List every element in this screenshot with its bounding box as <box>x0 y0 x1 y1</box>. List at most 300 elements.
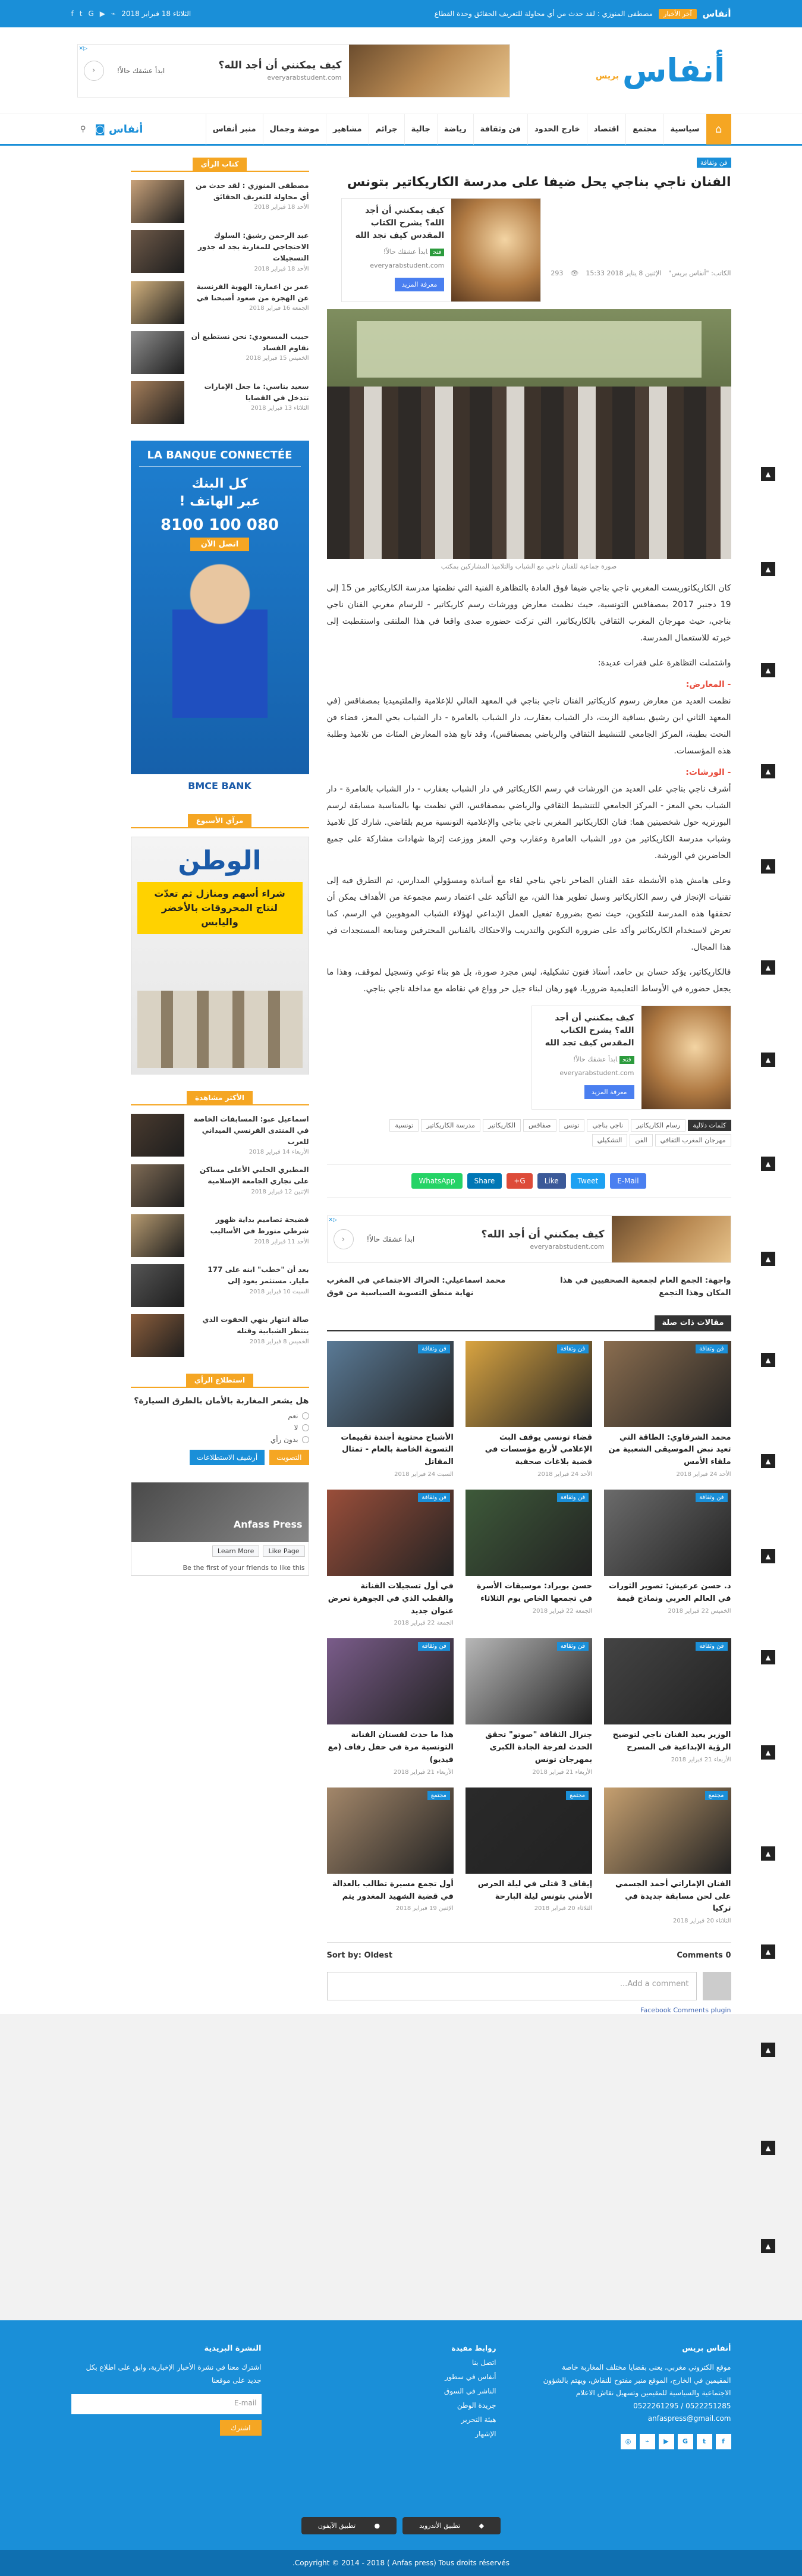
opinions-widget <box>131 158 309 424</box>
related-card[interactable] <box>466 1788 592 1924</box>
tag[interactable]: صفاقس <box>523 1119 556 1132</box>
related-badge[interactable]: مجتمع <box>566 1791 589 1800</box>
related-date: الجمعة 22 فبراير 2018 <box>532 1607 593 1614</box>
sidebar-item-photo[interactable] <box>131 180 184 223</box>
related-thumb[interactable] <box>604 1341 731 1427</box>
nav-logo[interactable] <box>95 123 143 136</box>
footer-link[interactable]: الناشر في السوق <box>444 2387 496 2395</box>
scroll-tile-icon[interactable]: ▲ <box>761 2239 775 2253</box>
urgent-badge: آخر الأخبار <box>659 9 697 19</box>
inline-ad-warn: ابدأ عشقك حالاً! <box>573 1055 618 1063</box>
fb-like-button[interactable]: Like Page <box>263 1545 304 1557</box>
related-title[interactable]: قضاء تونسي يوقف البث الإعلامي لأربع مؤسسات في قضية بلاغات صحفية <box>485 1432 593 1467</box>
inline-ad-warn: ابدأ عشقك حالاً! <box>383 248 428 256</box>
sidebar-list-item[interactable] <box>131 1164 309 1207</box>
related-badge[interactable]: فن وثقافة <box>418 1344 449 1353</box>
bank-brand: BMCE BANK <box>131 774 309 797</box>
sidebar-item-photo[interactable] <box>131 331 184 374</box>
sidebar-item-text[interactable] <box>190 1314 309 1346</box>
footer-link[interactable]: جريدة الوطن <box>457 2401 496 2409</box>
scroll-tile-icon[interactable]: ▲ <box>761 1745 775 1760</box>
ios-app-button[interactable] <box>301 2517 397 2534</box>
rss-icon[interactable]: ⌁ <box>640 2434 655 2449</box>
share-facebook-like-button[interactable]: Like <box>537 1173 566 1189</box>
inline-ad-url: everyarabstudent.com <box>559 1069 634 1077</box>
sidebar-item-text[interactable] <box>190 381 309 413</box>
related-badge[interactable]: فن وثقافة <box>696 1493 727 1502</box>
inline-ad-title: كيف يمكنني أن أجد الله؟ يشرح الكتاب المقدس كيف تجد الله <box>545 1013 634 1048</box>
paragraph: واشتملت التظاهرة على فقرات عديدة: <box>597 658 731 668</box>
facebook-icon[interactable]: f <box>716 2434 731 2449</box>
android-icon: ◆ <box>468 2517 492 2534</box>
sidebar-item-text[interactable] <box>190 1264 309 1296</box>
sidebar-item-text[interactable] <box>190 1214 309 1246</box>
newsletter-subscribe-button[interactable]: اشترك <box>220 2420 262 2436</box>
share-whatsapp-button[interactable]: WhatsApp <box>411 1173 462 1189</box>
related-card[interactable] <box>604 1490 731 1626</box>
widget-title: مرآي الأسبوع <box>188 814 252 827</box>
bank-head: LA BANQUE CONNECTÉE <box>139 449 301 467</box>
related-thumb[interactable] <box>466 1638 592 1724</box>
related-thumb[interactable] <box>327 1341 454 1427</box>
related-date: الأحد 24 فبراير 2018 <box>676 1471 731 1478</box>
hero-banner <box>357 321 702 378</box>
hero-caption: صورة جماعية للفنان ناجي مع الشباب والتلاميذ المشاركين بمكتب <box>441 563 617 570</box>
bank-call-button[interactable]: اتصل الآن <box>190 538 250 551</box>
ad-choices-icon[interactable]: ▷✕ <box>78 45 87 52</box>
bank-ad[interactable] <box>131 441 309 797</box>
facebook-icon[interactable]: f <box>71 10 74 18</box>
related-title[interactable]: د. حسن عرعيش: تصوير الثورات في العالم العربي ونماذج قيمة <box>609 1581 731 1603</box>
main-wrap <box>0 146 802 2014</box>
related-thumb[interactable] <box>466 1490 592 1576</box>
scroll-tile-icon[interactable]: ▲ <box>761 1454 775 1468</box>
ad-title: كيف يمكنني أن أجد الله؟ <box>481 1228 605 1240</box>
sidebar-item-photo[interactable] <box>131 1214 184 1257</box>
footer-social-icons <box>541 2434 731 2449</box>
search-icon[interactable]: ⚲ <box>80 125 86 134</box>
sidebar-item-photo[interactable] <box>131 1264 184 1307</box>
tag[interactable]: التشكيلي <box>592 1134 628 1146</box>
related-date: الإثنين 19 فبراير 2018 <box>395 1905 454 1912</box>
instagram-icon[interactable]: ◎ <box>621 2434 636 2449</box>
home-icon[interactable]: ⌂ <box>706 114 731 144</box>
sidebar-item-title[interactable]: اسماعيل عبو: المسابقات الخاصة في المنتدى الفرنسي الميداني للعرب <box>193 1114 309 1146</box>
nav-item-opinion[interactable]: منبر أنفاس <box>206 114 263 144</box>
post-views: 293 <box>551 269 564 277</box>
scroll-tile-icon[interactable]: ▲ <box>761 2141 775 2155</box>
poll-option[interactable] <box>131 1412 309 1420</box>
related-date: الأحد 24 فبراير 2018 <box>537 1471 593 1478</box>
related-date: الخميس 22 فبراير 2018 <box>668 1607 731 1614</box>
news-ticker[interactable]: مصطفى المنوزي : لقد حدث من أي محاولة للتعريف الحقائق وحدة القطاع <box>434 10 653 18</box>
article-ad[interactable] <box>327 1215 731 1263</box>
twitter-icon[interactable]: t <box>697 2434 712 2449</box>
ad-title: كيف يمكنني أن أجد الله؟ <box>218 59 342 71</box>
subheading: - الورشات: <box>685 768 731 777</box>
tags-label: كلمات دلالية <box>688 1120 731 1131</box>
related-title[interactable]: جنرال الثقافة "صوتو" تحقق الحدث لفرجة الجادة الكبرى بمهرجان تونس <box>485 1730 593 1764</box>
footer-news-text: اشترك معنا في نشرة الأخبار الإخبارية، وابق على اطلاع بكل جديد على موقعنا <box>86 2363 262 2385</box>
widget-title: كتاب الرأي <box>193 158 247 171</box>
widget-title: استطلاع الرأي <box>186 1374 253 1387</box>
related-card[interactable] <box>327 1788 454 1924</box>
related-title[interactable]: الوزير يعيد الفنان ناجي لتوضيح الرؤية الإبداعية في المسرح <box>612 1730 731 1752</box>
related-date: الجمعة 22 فبراير 2018 <box>394 1620 454 1627</box>
inline-ad-button[interactable]: معرفة المزيد <box>584 1085 634 1099</box>
related-title[interactable]: حسن بوبراد: موسيقات الأسرة في تجمعها الخاص يوم الثلاثاء <box>476 1581 593 1603</box>
post-title: الفنان ناجي بناجي يحل ضيفا على مدرسة الكاريكاتير بتونس <box>347 175 731 190</box>
related-thumb[interactable] <box>604 1638 731 1724</box>
scroll-tile-icon[interactable]: ▲ <box>761 960 775 975</box>
scroll-tile-icon[interactable]: ▲ <box>761 1353 775 1367</box>
site-footer <box>0 2320 802 2576</box>
nav-item-politics[interactable]: سياسية <box>663 114 706 144</box>
bank-line2: عبر الهاتف ! <box>179 494 260 510</box>
related-badge[interactable]: فن وثقافة <box>557 1493 589 1502</box>
poll-archive-button[interactable]: أرشيف الاستطلاعات <box>190 1450 265 1465</box>
sidebar-item-title[interactable]: حبيب المسعودي: نحن نستطيع أن نقاوم الفساد <box>191 332 309 352</box>
nav-item-sport[interactable]: رياضة <box>437 114 473 144</box>
sidebar-list-item[interactable] <box>131 1214 309 1257</box>
article-body <box>327 580 731 997</box>
inline-ad-url: everyarabstudent.com <box>370 262 445 269</box>
ad-url: everyarabstudent.com <box>530 1242 605 1251</box>
next-post-link[interactable]: واجهة: الجمع العام لجمعية الصحفيين في هذا المكان وهذا التجمع <box>560 1276 731 1298</box>
scroll-tile-icon[interactable]: ▲ <box>761 1650 775 1664</box>
youtube-icon[interactable]: ▶ <box>659 2434 674 2449</box>
paragraph: أشرف ناجي بناجي على العديد من الورشات في رسم الكاريكاتير في دار الشباب بعقارب - دار الشباب بالعامرة - دار الشباب بحي المعز - المركز الجامعي للتنشيط الثقافي والرياضي بمصفاقس، التي نظمت بها بالمناسبة مسابقة لرسم البورتريه حول شخصيتين هما: فنان الكاريكاتير المغربي ناجي بناجي والإعلامية التونسية مريم بلقاضي. شارك كل تلاميذ وشباب مدرسة الكاريكاتير من دور الشباب العامرة وعقارب وحي المعز ووزعت إثرها شهادات مشاركة على جميع الحاضرين في الورشة. <box>326 784 731 860</box>
sidebar-item-text[interactable] <box>190 331 309 363</box>
copyright: Copyright © 2014 - 2018 ( Anfas press) Tous droits réservés. <box>0 2550 802 2576</box>
android-app-label: تطبيق الأندرويد <box>411 2517 468 2534</box>
sidebar-item-title[interactable]: بعد أن "خطب" ابنه على 177 مليار. مستثمر يعود إلى <box>207 1265 309 1286</box>
nav-item-society[interactable]: مجتمع <box>625 114 663 144</box>
watan-widget <box>131 814 309 1075</box>
prev-post-link[interactable]: محمد اسماعيلي: الحراك الاجتماعي في المغرب نهاية منطق التسوية السياسية من فوق <box>326 1276 506 1298</box>
bank-line1: كل البنك <box>191 476 248 491</box>
share-bar <box>327 1164 731 1198</box>
watan-logo: الوطن <box>178 845 262 876</box>
related-card[interactable] <box>466 1638 592 1775</box>
poll-option-label: لا <box>294 1424 298 1432</box>
header-ad[interactable] <box>77 44 510 98</box>
camera-icon: ◙ <box>95 123 105 136</box>
related-title[interactable]: محمد الشرقاوي: الطاقة التي تعيد نبض الموسيقى الشعبية من ملقاء الأمس <box>608 1432 731 1467</box>
footer-about-text: موقع الكتروني مغربي، يعنى بقضايا مختلف المغاربة خاصة المقيمين في الخارج، الموقع منبر مفتوح للنقاش، ويهتم بالشؤون الاجتماعية والسياسية للمقيمين وتسهيل نقاش الاعلام <box>543 2363 731 2398</box>
related-date: الأربعاء 21 فبراير 2018 <box>671 1756 731 1763</box>
scroll-tile-icon[interactable]: ▲ <box>761 2043 775 2057</box>
current-date: الثلاثاء 18 فبراير 2018 <box>121 10 191 18</box>
related-date: الأربعاء 21 فبراير 2018 <box>532 1768 593 1776</box>
fb-page-name[interactable]: Anfass Press <box>233 1519 303 1531</box>
scroll-tile-icon[interactable]: ▲ <box>761 859 775 874</box>
comment-input[interactable]: Add a comment... <box>327 1972 697 2000</box>
related-card[interactable] <box>327 1638 454 1775</box>
poll-option[interactable] <box>131 1435 309 1444</box>
sidebar-item-date: السبت 10 فبراير 2018 <box>249 1288 309 1295</box>
sidebar-item-date: الخميس 8 فبراير 2018 <box>249 1338 309 1345</box>
youtube-icon[interactable]: ▶ <box>99 10 105 18</box>
tag[interactable]: مهرجان المغرب الثقافي <box>655 1134 731 1146</box>
sidebar-item-text[interactable] <box>190 1114 309 1158</box>
sidebar-item-text[interactable] <box>190 230 309 274</box>
related-thumb[interactable] <box>604 1788 731 1874</box>
sidebar-item-date: الأحد 11 فبراير 2018 <box>254 1238 309 1245</box>
sidebar-item-text[interactable] <box>190 180 309 212</box>
comments-section <box>327 1942 731 2014</box>
related-card[interactable] <box>327 1490 454 1626</box>
sidebar-item-photo[interactable] <box>131 281 184 324</box>
tag[interactable]: الكاريكاتير <box>483 1119 521 1132</box>
post-meta <box>551 269 731 277</box>
ad-arrow-icon[interactable]: ‹ <box>334 1229 354 1249</box>
top-social-icons <box>71 10 116 18</box>
bank-number: 080 100 8100 <box>160 516 279 535</box>
rss-icon[interactable]: ⌁ <box>111 10 116 18</box>
related-card[interactable] <box>327 1341 454 1478</box>
footer-email[interactable]: anfaspress@gmail.com <box>647 2414 731 2423</box>
share-email-button[interactable]: E-Mail <box>610 1173 646 1189</box>
sidebar-item-title[interactable]: سعيد بناسي: ما جعل الإمارات تتدخل في القضايا <box>204 382 309 402</box>
ad-arrow-icon[interactable]: ‹ <box>84 61 104 81</box>
android-app-button[interactable] <box>402 2517 501 2534</box>
nav-item-culture[interactable]: فن وثقافة <box>473 114 527 144</box>
radio-icon[interactable] <box>302 1412 309 1419</box>
sidebar-list-item[interactable] <box>131 1314 309 1357</box>
related-thumb[interactable] <box>604 1490 731 1576</box>
app-links <box>0 2517 802 2534</box>
sidebar-item-title[interactable]: عمر بن اعمارة: الهوية الفرنسية عن الهجرة من صعود أصبحنا في <box>196 282 309 302</box>
facebook-widget <box>131 1482 309 1576</box>
sidebar-item-date: الأربعاء 14 فبراير 2018 <box>249 1149 309 1156</box>
footer-link[interactable]: أنفاس في سطور <box>445 2373 496 2381</box>
subheading: - المعارض: <box>685 680 731 689</box>
related-badge[interactable]: مجتمع <box>427 1791 450 1800</box>
bank-model-image <box>172 563 268 718</box>
site-logo[interactable] <box>596 51 725 89</box>
sidebar-item-date: الأحد 18 فبراير 2018 <box>254 265 309 272</box>
inline-ad-button[interactable]: معرفة المزيد <box>395 278 445 291</box>
related-thumb[interactable] <box>327 1788 454 1874</box>
related-badge[interactable]: فن وثقافة <box>557 1344 589 1353</box>
post-date: الإثنين 8 يناير 2018 15:33 <box>586 269 662 277</box>
sidebar-item-text[interactable] <box>190 281 309 313</box>
related-badge[interactable]: فن وثقافة <box>418 1493 449 1502</box>
scroll-tile-icon[interactable]: ▲ <box>761 1252 775 1266</box>
inline-ad-top[interactable] <box>341 198 541 302</box>
inline-ad-open[interactable]: فتح <box>430 249 444 256</box>
share-linkedin-button[interactable]: Share <box>467 1173 502 1189</box>
sidebar-item-date: الخميس 15 فبراير 2018 <box>246 354 309 362</box>
sidebar-item-photo[interactable] <box>131 381 184 424</box>
scroll-tile-icon[interactable]: ▲ <box>761 562 775 576</box>
post-author[interactable]: الكاتب: "أنفاس بريس" <box>668 269 731 277</box>
nav-item-abroad[interactable]: خارج الحدود <box>527 114 587 144</box>
related-card[interactable] <box>604 1638 731 1775</box>
poll-widget <box>131 1374 309 1465</box>
eye-icon: 👁 <box>570 269 579 277</box>
scroll-tile-icon[interactable]: ▲ <box>761 663 775 677</box>
footer-newsletter <box>71 2344 262 2449</box>
sidebar-item-date: الثلاثاء 13 فبراير 2018 <box>251 404 309 411</box>
related-grid <box>327 1341 731 1925</box>
inline-ad-bottom[interactable] <box>531 1006 731 1110</box>
sidebar-list-item[interactable] <box>131 1114 309 1158</box>
related-card[interactable] <box>604 1788 731 1924</box>
related-date: الثلاثاء 20 فبراير 2018 <box>534 1905 593 1912</box>
hero-image <box>327 309 731 559</box>
sidebar-item-title[interactable]: صالة انتهار ينهي الخفوت الذي ينتظر الشبابية وقتله <box>202 1315 309 1336</box>
most-read-widget <box>131 1091 309 1358</box>
footer-phone: 0522251285 <box>685 2401 731 2410</box>
related-date: السبت 24 فبراير 2018 <box>394 1471 454 1478</box>
nav-logo-text: أنفاس <box>108 123 143 136</box>
google-plus-icon[interactable]: G <box>678 2434 693 2449</box>
sidebar-item-photo[interactable] <box>131 1314 184 1357</box>
related-title[interactable]: إيقاف 3 قتلى في ليلة الحرس الأمني بتونس ليلة البارحة <box>477 1879 593 1901</box>
poll-option-label: نعم <box>288 1412 298 1421</box>
main-nav <box>0 114 802 146</box>
nav-item-crimes[interactable]: جرائم <box>369 114 404 144</box>
footer-link[interactable]: اتصل بنا <box>471 2358 496 2367</box>
sidebar-list-item[interactable] <box>131 331 309 374</box>
vote-button[interactable]: التصويت <box>269 1450 309 1465</box>
nav-item-diaspora[interactable]: جالية <box>404 114 437 144</box>
related-card[interactable] <box>466 1490 592 1626</box>
related-title[interactable]: في أول تسجيلات الفنانة والقطب الذي في الجوهرة تعرض عنوان جديد <box>328 1581 454 1616</box>
scroll-tile-icon[interactable]: ▲ <box>761 764 775 778</box>
fb-learn-more-button[interactable]: Learn More <box>212 1545 260 1557</box>
tag[interactable]: الفن <box>630 1134 652 1146</box>
scroll-tile-icon[interactable]: ▲ <box>761 1944 775 1959</box>
related-title[interactable]: أول تجمع مسيرة تطالب بالعدالة في قضية الشهيد المغدور يتم <box>332 1879 454 1901</box>
related-date: الأربعاء 21 فبراير 2018 <box>394 1768 454 1776</box>
related-thumb[interactable] <box>466 1788 592 1874</box>
scroll-tile-icon[interactable]: ▲ <box>761 1157 775 1171</box>
sidebar-item-date: الإثنين 12 فبراير 2018 <box>251 1188 309 1195</box>
footer-phone: 0522261295 <box>633 2401 679 2410</box>
comments-plugin-link[interactable]: Facebook Comments plugin <box>640 2006 731 2015</box>
related-badge[interactable]: فن وثقافة <box>696 1642 727 1651</box>
footer-link[interactable]: الإشهار <box>475 2430 496 2438</box>
related-title[interactable]: الأشباح محتوية أجندة تقييمات التسوية الخاصة بالعام - تمثال المقاتل <box>341 1432 454 1467</box>
radio-icon[interactable] <box>302 1436 309 1443</box>
nav-item-fashion[interactable]: موضة وجمال <box>263 114 326 144</box>
fb-cover <box>131 1482 309 1542</box>
tag[interactable]: رسام الكاريكاتير <box>631 1119 685 1132</box>
widget-title: الأكثر مشاهدة <box>187 1091 253 1104</box>
sidebar-item-photo[interactable] <box>131 1114 184 1157</box>
comments-count: 0 Comments <box>677 1951 731 1961</box>
tag[interactable]: تونس <box>559 1119 585 1132</box>
sidebar-list-item[interactable] <box>131 381 309 424</box>
watan-headline: لنتاج المحروقات بالأخضر واليابس <box>161 901 278 928</box>
ad-warning: ابدأ عشقك حالاً! <box>117 66 165 75</box>
scroll-tile-icon[interactable]: ▲ <box>761 1053 775 1067</box>
related-thumb[interactable] <box>466 1341 592 1427</box>
sidebar-list-item[interactable] <box>131 281 309 324</box>
related-badge[interactable]: مجتمع <box>705 1791 728 1800</box>
related-thumb[interactable] <box>327 1490 454 1576</box>
top-bar <box>0 0 802 27</box>
related-title-text: مقالات ذات صلة <box>655 1315 731 1330</box>
scroll-tile-icon[interactable]: ▲ <box>761 1846 775 1861</box>
radio-icon[interactable] <box>302 1424 309 1431</box>
ad-image <box>612 1216 731 1262</box>
article-column <box>327 158 731 2014</box>
comments-sort[interactable]: Sort by: Oldest <box>326 1951 393 1961</box>
related-badge[interactable]: فن وثقافة <box>557 1642 589 1651</box>
inline-ad-title: كيف يمكنني أن أجد الله؟ يشرح الكتاب المقدس كيف تجد الله <box>355 206 445 240</box>
sidebar-list-item[interactable] <box>131 180 309 223</box>
sidebar-list-item[interactable] <box>131 1264 309 1307</box>
nav-item-celebrities[interactable]: مشاهير <box>326 114 369 144</box>
paragraph: نظمت العديد من معارض رسوم كاريكاتير الفنان ناجي بناجي في المعهد العالي للإعلامية والملتيميديا بمصفاقس (في المعهد الثاني ابن رشيق بساقية الزيت، دار الشباب بعقارب، دار الشباب بالعامرة - دار الشباب بحي المعز، فضاء فن النحت بطينة، المركز الجامعي للتنشيط الثقافي والرياضي بمصفاقس)، وقد تابع هذه المعارض المئات من تلاميذ وطلبة هذه المؤسسات. <box>326 696 731 756</box>
tag[interactable]: ناجي بناجي <box>587 1119 628 1132</box>
footer-logo[interactable]: أنفاس بريس <box>682 2344 731 2353</box>
sidebar-item-title[interactable]: المطيري الحلبي الأعلى مساكن على تجاري الجامعة الإسلامية <box>199 1166 309 1186</box>
tag[interactable]: تونسية <box>389 1119 419 1132</box>
twitter-icon[interactable]: t <box>79 10 83 18</box>
related-badge[interactable]: فن وثقافة <box>418 1642 449 1651</box>
scroll-tile-icon[interactable]: ▲ <box>761 1549 775 1563</box>
related-badge[interactable]: فن وثقافة <box>696 1344 727 1353</box>
ad-choices-icon[interactable]: ▷✕ <box>328 1217 337 1223</box>
inline-ad-open[interactable]: فتح <box>619 1056 634 1064</box>
ad-image <box>349 45 509 97</box>
ad-warning: ابدأ عشقك حالاً! <box>366 1235 415 1243</box>
watan-cover[interactable] <box>131 837 309 1075</box>
footer-link[interactable]: هيئة التحرير <box>461 2415 496 2424</box>
related-card[interactable] <box>604 1341 731 1478</box>
poll-option[interactable] <box>131 1424 309 1432</box>
related-title[interactable]: الفنان الإماراتي أحمد الجسمي على لحن مسابقة جديدة في تركيا <box>615 1879 731 1914</box>
sidebar <box>131 158 309 2014</box>
scroll-tile-icon[interactable]: ▲ <box>761 467 775 481</box>
related-date: الثلاثاء 20 فبراير 2018 <box>673 1918 731 1925</box>
fb-friends-text: Be the first of your friends to like this <box>183 1564 305 1572</box>
footer-links <box>306 2344 496 2449</box>
newsletter-email-input[interactable]: E-mail <box>71 2394 262 2414</box>
sidebar-item-title[interactable]: عبد الرحمن رشيق: السلوك الاحتجاجي للمغاربة يجد له جذور التسجيلات <box>198 231 309 263</box>
sidebar-item-photo[interactable] <box>131 1164 184 1207</box>
tag[interactable]: مدرسة الكاريكاتير <box>421 1119 480 1132</box>
related-title[interactable]: هذا ما حدث لفستان الفنانة التونسية مرة في حفل زفاف (مع فيديو) <box>328 1730 454 1764</box>
sidebar-item-photo[interactable] <box>131 230 184 273</box>
logo-text: أنفاس <box>622 51 725 89</box>
sidebar-item-title[interactable]: مصطفى المنوزي : لقد حدث من أي محاولة للتعريف الحقائق <box>196 181 309 202</box>
google-plus-icon[interactable]: G <box>88 10 94 18</box>
related-section-title <box>327 1315 731 1331</box>
logo-subtext: بريس <box>596 71 619 81</box>
category-badge[interactable]: فن وثقافة <box>697 158 731 168</box>
nav-item-economy[interactable]: اقتصاد <box>587 114 626 144</box>
sidebar-item-title[interactable]: فضيحة تصاميم بداية ظهور شرطي متورط في الأساليب <box>210 1215 309 1236</box>
topbar-logo[interactable]: أنفاس <box>702 8 731 19</box>
related-thumb[interactable] <box>327 1638 454 1724</box>
share-twitter-button[interactable]: Tweet <box>571 1173 606 1189</box>
related-card[interactable] <box>466 1341 592 1478</box>
prev-next-links <box>327 1275 731 1300</box>
sidebar-list-item[interactable] <box>131 230 309 274</box>
sidebar-item-text[interactable] <box>190 1164 309 1196</box>
paragraph: كان الكاريكاتوريست المغربي ناجي بناجي ضيفا فوق العادة بالتظاهرة الفنية التي نظمتها مدرسة الكاريكاتير من 15 إلى 19 دجنبر 2017 بمصفاقس التونسية، حيث نظمت معارض وورشات رسم كاريكاتير - للرسام مغربي الفنان ناجي بناجي، حيث مهرجان المغرب الثقافي بالكاريكاتير، التي تركت حضوره صدى واقعا في هذا الملتقى واستقطبت إلى خبرته للاستعمال المدرسة. <box>326 583 731 643</box>
footer-about: أنفاس بريس موقع الكتروني مغربي، يعنى بقضايا مختلف المغاربة خاصة المقيمين في الخارج، الموقع منبر مفتوح للنقاش، ويهتم بالشؤون الاجتماعية والسياسية للمقيمين وتسهيل نقاش الاعلام 0522251285 / 0522261295 anfaspress@gmail.com f t G ▶ ⌁ ◎ <box>541 2344 731 2449</box>
share-google-plus-button[interactable]: G+ <box>507 1173 532 1189</box>
tags-list <box>327 1119 731 1146</box>
poll-question: هل يشعر المغاربة بالأمان بالطرق السيارة؟ <box>134 1396 309 1406</box>
